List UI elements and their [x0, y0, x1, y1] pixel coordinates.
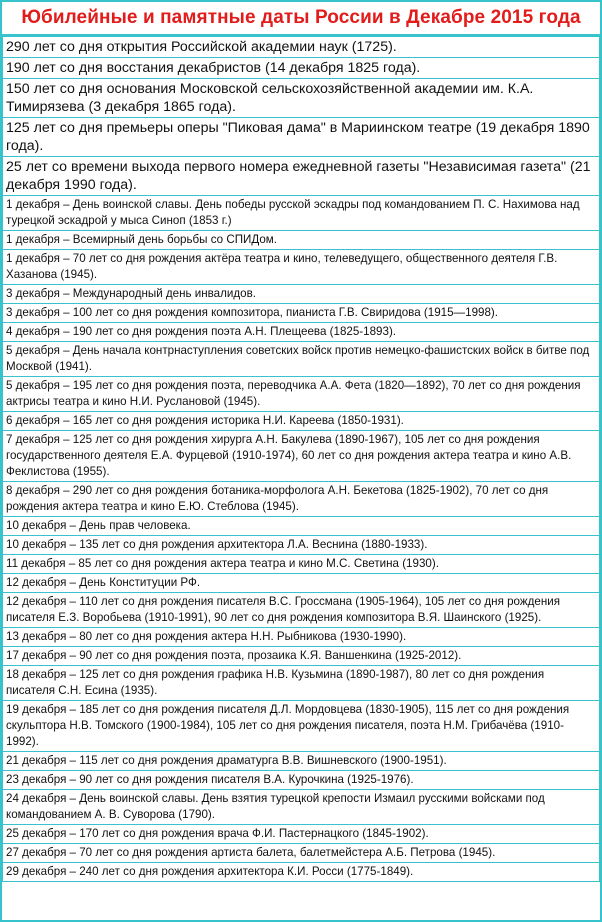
table-row — [3, 196, 600, 231]
date-entry: 1 декабря – Всемирный день борьбы со СПИДом. — [3, 231, 600, 250]
date-entry: 10 декабря – 135 лет со дня рождения архитектора Л.А. Веснина (1880-1933). — [3, 536, 600, 555]
table-row — [3, 701, 600, 752]
date-entry: 5 декабря – 195 лет со дня рождения поэта, переводчика А.А. Фета (1820—1892), 70 лет со дня рождения актрисы театра и кино Н.И. Руслановой (1945). — [3, 377, 600, 412]
table-row — [3, 250, 600, 285]
date-entry: 10 декабря – День прав человека. — [3, 517, 600, 536]
date-entry: 19 декабря – 185 лет со дня рождения писателя Д.Л. Мордовцева (1830-1905), 115 лет со дня рождения скульптора Н.В. Томского (1900-1984), 105 лет со дня рождения писателя, поэта Н.М. Грибачёва (1910-1992). — [3, 701, 600, 752]
date-entry: 4 декабря – 190 лет со дня рождения поэта А.Н. Плещеева (1825-1893). — [3, 323, 600, 342]
table-row — [3, 431, 600, 482]
table-row — [3, 118, 600, 157]
table-row — [3, 304, 600, 323]
table-row — [3, 37, 600, 58]
table-row — [3, 555, 600, 574]
date-entry: 24 декабря – День воинской славы. День взятия турецкой крепости Измаил русскими войсками под командованием А. В. Суворова (1790). — [3, 790, 600, 825]
major-entry: 125 лет со дня премьеры оперы "Пиковая дама" в Мариинском театре (19 декабря 1890 года). — [3, 118, 600, 157]
date-entry: 1 декабря – 70 лет со дня рождения актёра театра и кино, телеведущего, общественного деятеля Г.В. Хазанова (1945). — [3, 250, 600, 285]
date-entry: 13 декабря – 80 лет со дня рождения актера Н.Н. Рыбникова (1930-1990). — [3, 628, 600, 647]
table-row — [3, 285, 600, 304]
date-entry: 27 декабря – 70 лет со дня рождения артиста балета, балетмейстера А.Б. Петрова (1945). — [3, 844, 600, 863]
date-entry: 1 декабря – День воинской славы. День победы русской эскадры под командованием П. С. Нахимова над турецкой эскадрой у мыса Синоп (1853 г.) — [3, 196, 600, 231]
table-row — [3, 666, 600, 701]
table-row — [3, 825, 600, 844]
table-row — [3, 342, 600, 377]
date-entry: 25 декабря – 170 лет со дня рождения врача Ф.И. Пастернацкого (1845-1902). — [3, 825, 600, 844]
table-row — [3, 574, 600, 593]
date-entry: 12 декабря – День Конституции РФ. — [3, 574, 600, 593]
table-row — [3, 771, 600, 790]
major-entry: 290 лет со дня открытия Российской академии наук (1725). — [3, 37, 600, 58]
major-entry: 190 лет со дня восстания декабристов (14 декабря 1825 года). — [3, 58, 600, 79]
table-row — [3, 844, 600, 863]
table-row — [3, 79, 600, 118]
table-row — [3, 157, 600, 196]
date-entry: 18 декабря – 125 лет со дня рождения графика Н.В. Кузьмина (1890-1987), 80 лет со дня рождения писателя С.Н. Есина (1935). — [3, 666, 600, 701]
table-row — [3, 647, 600, 666]
table-row — [3, 790, 600, 825]
table-row — [3, 593, 600, 628]
date-entry: 3 декабря – 100 лет со дня рождения композитора, пианиста Г.В. Свиридова (1915—1998). — [3, 304, 600, 323]
date-entry: 3 декабря – Международный день инвалидов. — [3, 285, 600, 304]
table-row — [3, 482, 600, 517]
date-entry: 7 декабря – 125 лет со дня рождения хирурга А.Н. Бакулева (1890-1967), 105 лет со дня рождения государственного деятеля Е.А. Фурцевой (1910-1974), 60 лет со дня рождения актера театра и кино А.В. Феклистова (1955). — [3, 431, 600, 482]
date-entry: 29 декабря – 240 лет со дня рождения архитектора К.И. Росси (1775-1849). — [3, 863, 600, 882]
date-entry: 5 декабря – День начала контрнаступления советских войск против немецко-фашистских войск в битве под Москвой (1941). — [3, 342, 600, 377]
date-entry: 6 декабря – 165 лет со дня рождения историка Н.И. Кареева (1850-1931). — [3, 412, 600, 431]
date-entry: 21 декабря – 115 лет со дня рождения драматурга В.В. Вишневского (1900-1951). — [3, 752, 600, 771]
date-entry: 23 декабря – 90 лет со дня рождения писателя В.А. Курочкина (1925-1976). — [3, 771, 600, 790]
page-title: Юбилейные и памятные даты России в Декабре 2015 года — [2, 2, 600, 36]
table-row — [3, 752, 600, 771]
table-row — [3, 323, 600, 342]
date-entry: 12 декабря – 110 лет со дня рождения писателя В.С. Гроссмана (1905-1964), 105 лет со дня рождения писателя Е.З. Воробьева (1910-1991), 90 лет со дня рождения композитора В.Я. Шаинского (1925). — [3, 593, 600, 628]
major-entry: 25 лет со времени выхода первого номера ежедневной газеты "Независимая газета" (21 декабря 1990 года). — [3, 157, 600, 196]
date-entry: 11 декабря – 85 лет со дня рождения актера театра и кино М.С. Светина (1930). — [3, 555, 600, 574]
table-row — [3, 377, 600, 412]
date-entry: 8 декабря – 290 лет со дня рождения ботаника-морфолога А.Н. Бекетова (1825-1902), 70 лет со дня рождения актера театра и кино Е.Ю. Стеблова (1945). — [3, 482, 600, 517]
table-row — [3, 412, 600, 431]
table-row — [3, 536, 600, 555]
dates-table — [2, 36, 600, 882]
table-row — [3, 58, 600, 79]
table-row — [3, 628, 600, 647]
major-entry: 150 лет со дня основания Московской сельскохозяйственной академии им. К.А. Тимирязева (3 декабря 1865 года). — [3, 79, 600, 118]
date-entry: 17 декабря – 90 лет со дня рождения поэта, прозаика К.Я. Ваншенкина (1925-2012). — [3, 647, 600, 666]
table-row — [3, 863, 600, 882]
table-row — [3, 517, 600, 536]
table-row — [3, 231, 600, 250]
